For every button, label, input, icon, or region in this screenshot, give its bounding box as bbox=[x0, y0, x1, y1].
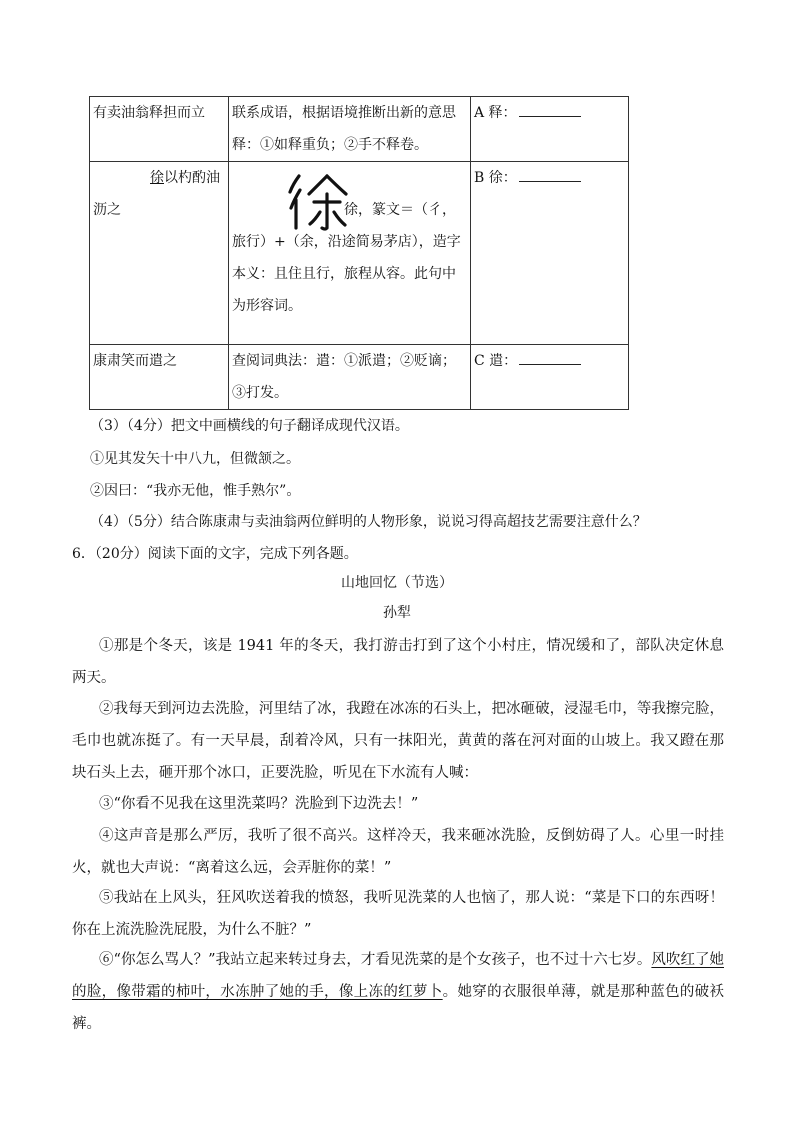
answer-label: C 遣： bbox=[474, 353, 518, 369]
question-3-item-2: ②因曰：“我亦无他，惟手熟尔”。 bbox=[90, 483, 301, 499]
sentence-text: 康肃笑而遣之 bbox=[93, 353, 177, 369]
underlined-char: 徐 bbox=[150, 170, 164, 186]
question-4: （4）（5分）结合陈康肃与卖油翁两位鲜明的人物形象，说说习得高超技艺需要注意什么？ bbox=[90, 514, 647, 530]
paragraph-6 bbox=[72, 944, 724, 1040]
paragraph-4: ④这声音是那么严厉，我听了很不高兴。这样冷天，我来砸冰洗脸，反倒妨碍了人。心里一时挂火，就也大声说：“离着这么远，会弄脏你的菜！” bbox=[72, 828, 724, 876]
answer-blank[interactable] bbox=[519, 102, 581, 117]
question-3-item-1: ①见其发矢十中八九，但微颔之。 bbox=[90, 451, 300, 467]
seal-script-character-image bbox=[287, 170, 349, 232]
paragraph-3: ③“你看不见我在这里洗菜吗？洗脸到下边洗去！” bbox=[99, 796, 419, 812]
article-author: 孙犁 bbox=[383, 605, 411, 621]
etymology-text: 本义：且住且行，旅程从容。此句中 bbox=[232, 266, 456, 282]
hint-text: 释：①如释重负；②手不释卷。 bbox=[232, 137, 428, 153]
sentence-text: 沥之 bbox=[93, 202, 121, 218]
hint-text: 查阅词典法：遣：①派遣；②贬谪； bbox=[232, 353, 456, 369]
table-cell bbox=[229, 162, 471, 345]
answer-blank[interactable] bbox=[519, 350, 581, 365]
etymology-text: 旅行）+（余，沿途简易茅店），造字 bbox=[232, 234, 461, 250]
question-6: 6．（20分）阅读下面的文字，完成下列各题。 bbox=[72, 546, 358, 562]
article-title: 山地回忆（节选） bbox=[341, 575, 453, 591]
table-cell bbox=[229, 97, 471, 162]
question-table bbox=[89, 96, 629, 410]
sentence-text: 以杓酌油 bbox=[164, 170, 220, 186]
table-cell bbox=[229, 345, 471, 410]
table-cell bbox=[471, 345, 629, 410]
table-cell bbox=[471, 97, 629, 162]
sentence-text: 有卖油翁释担而立 bbox=[93, 105, 205, 121]
paragraph-6-text-end: 。她穿的衣服很单薄，就是那种蓝色的破袄裤。 bbox=[72, 984, 724, 1032]
answer-blank[interactable] bbox=[519, 167, 581, 182]
paragraph-5: ⑤我站在上风头，狂风吹送着我的愤怒，我听见洗菜的人也恼了，那人说：“菜是下口的东西呀！你在上流洗脸洗屁股，为什么不脏？” bbox=[72, 890, 724, 938]
paragraph-1: ①那是个冬天，该是 1941 年的冬天，我打游击打到了这个小村庄，情况缓和了，部队决定休息两天。 bbox=[72, 638, 724, 686]
question-3: （3）（4分）把文中画横线的句子翻译成现代汉语。 bbox=[90, 418, 409, 434]
table-row bbox=[90, 345, 629, 410]
paragraph-2: ②我每天到河边去洗脸，河里结了冰，我蹬在冰冻的石头上，把冰砸破，浸湿毛巾，等我擦完脸，毛巾也就冻挺了。有一天早晨，刮着冷风，只有一抹阳光，黄黄的落在河对面的山坡上。我又蹬在那块石头上去，砸开那个冰口，正要洗脸，听见在下水流有人喊： bbox=[72, 701, 724, 781]
hint-text: 联系成语，根据语境推断出新的意思 bbox=[232, 105, 456, 121]
etymology-text: 为形容词。 bbox=[232, 298, 302, 314]
table-cell bbox=[90, 97, 229, 162]
etymology-text: 徐，篆文＝（彳， bbox=[344, 202, 456, 218]
table-cell bbox=[471, 162, 629, 345]
table-cell bbox=[90, 162, 229, 345]
table-row bbox=[90, 97, 629, 162]
table-cell bbox=[90, 345, 229, 410]
table-row bbox=[90, 162, 629, 345]
seal-script-area bbox=[232, 162, 470, 234]
answer-label: B 徐： bbox=[474, 170, 517, 186]
paragraph-6-text: ⑥“你怎么骂人？”我站立起来转过身去，才看见洗菜的是个女孩子，也不过十六七岁。 bbox=[99, 952, 652, 968]
hint-text: ③打发。 bbox=[232, 385, 288, 401]
underlined-sentence: 风吹红了她的脸，像带霜的柿叶，水冻肿了她的手，像上冻的红萝卜 bbox=[72, 952, 724, 1000]
answer-label: A 释： bbox=[474, 105, 517, 121]
